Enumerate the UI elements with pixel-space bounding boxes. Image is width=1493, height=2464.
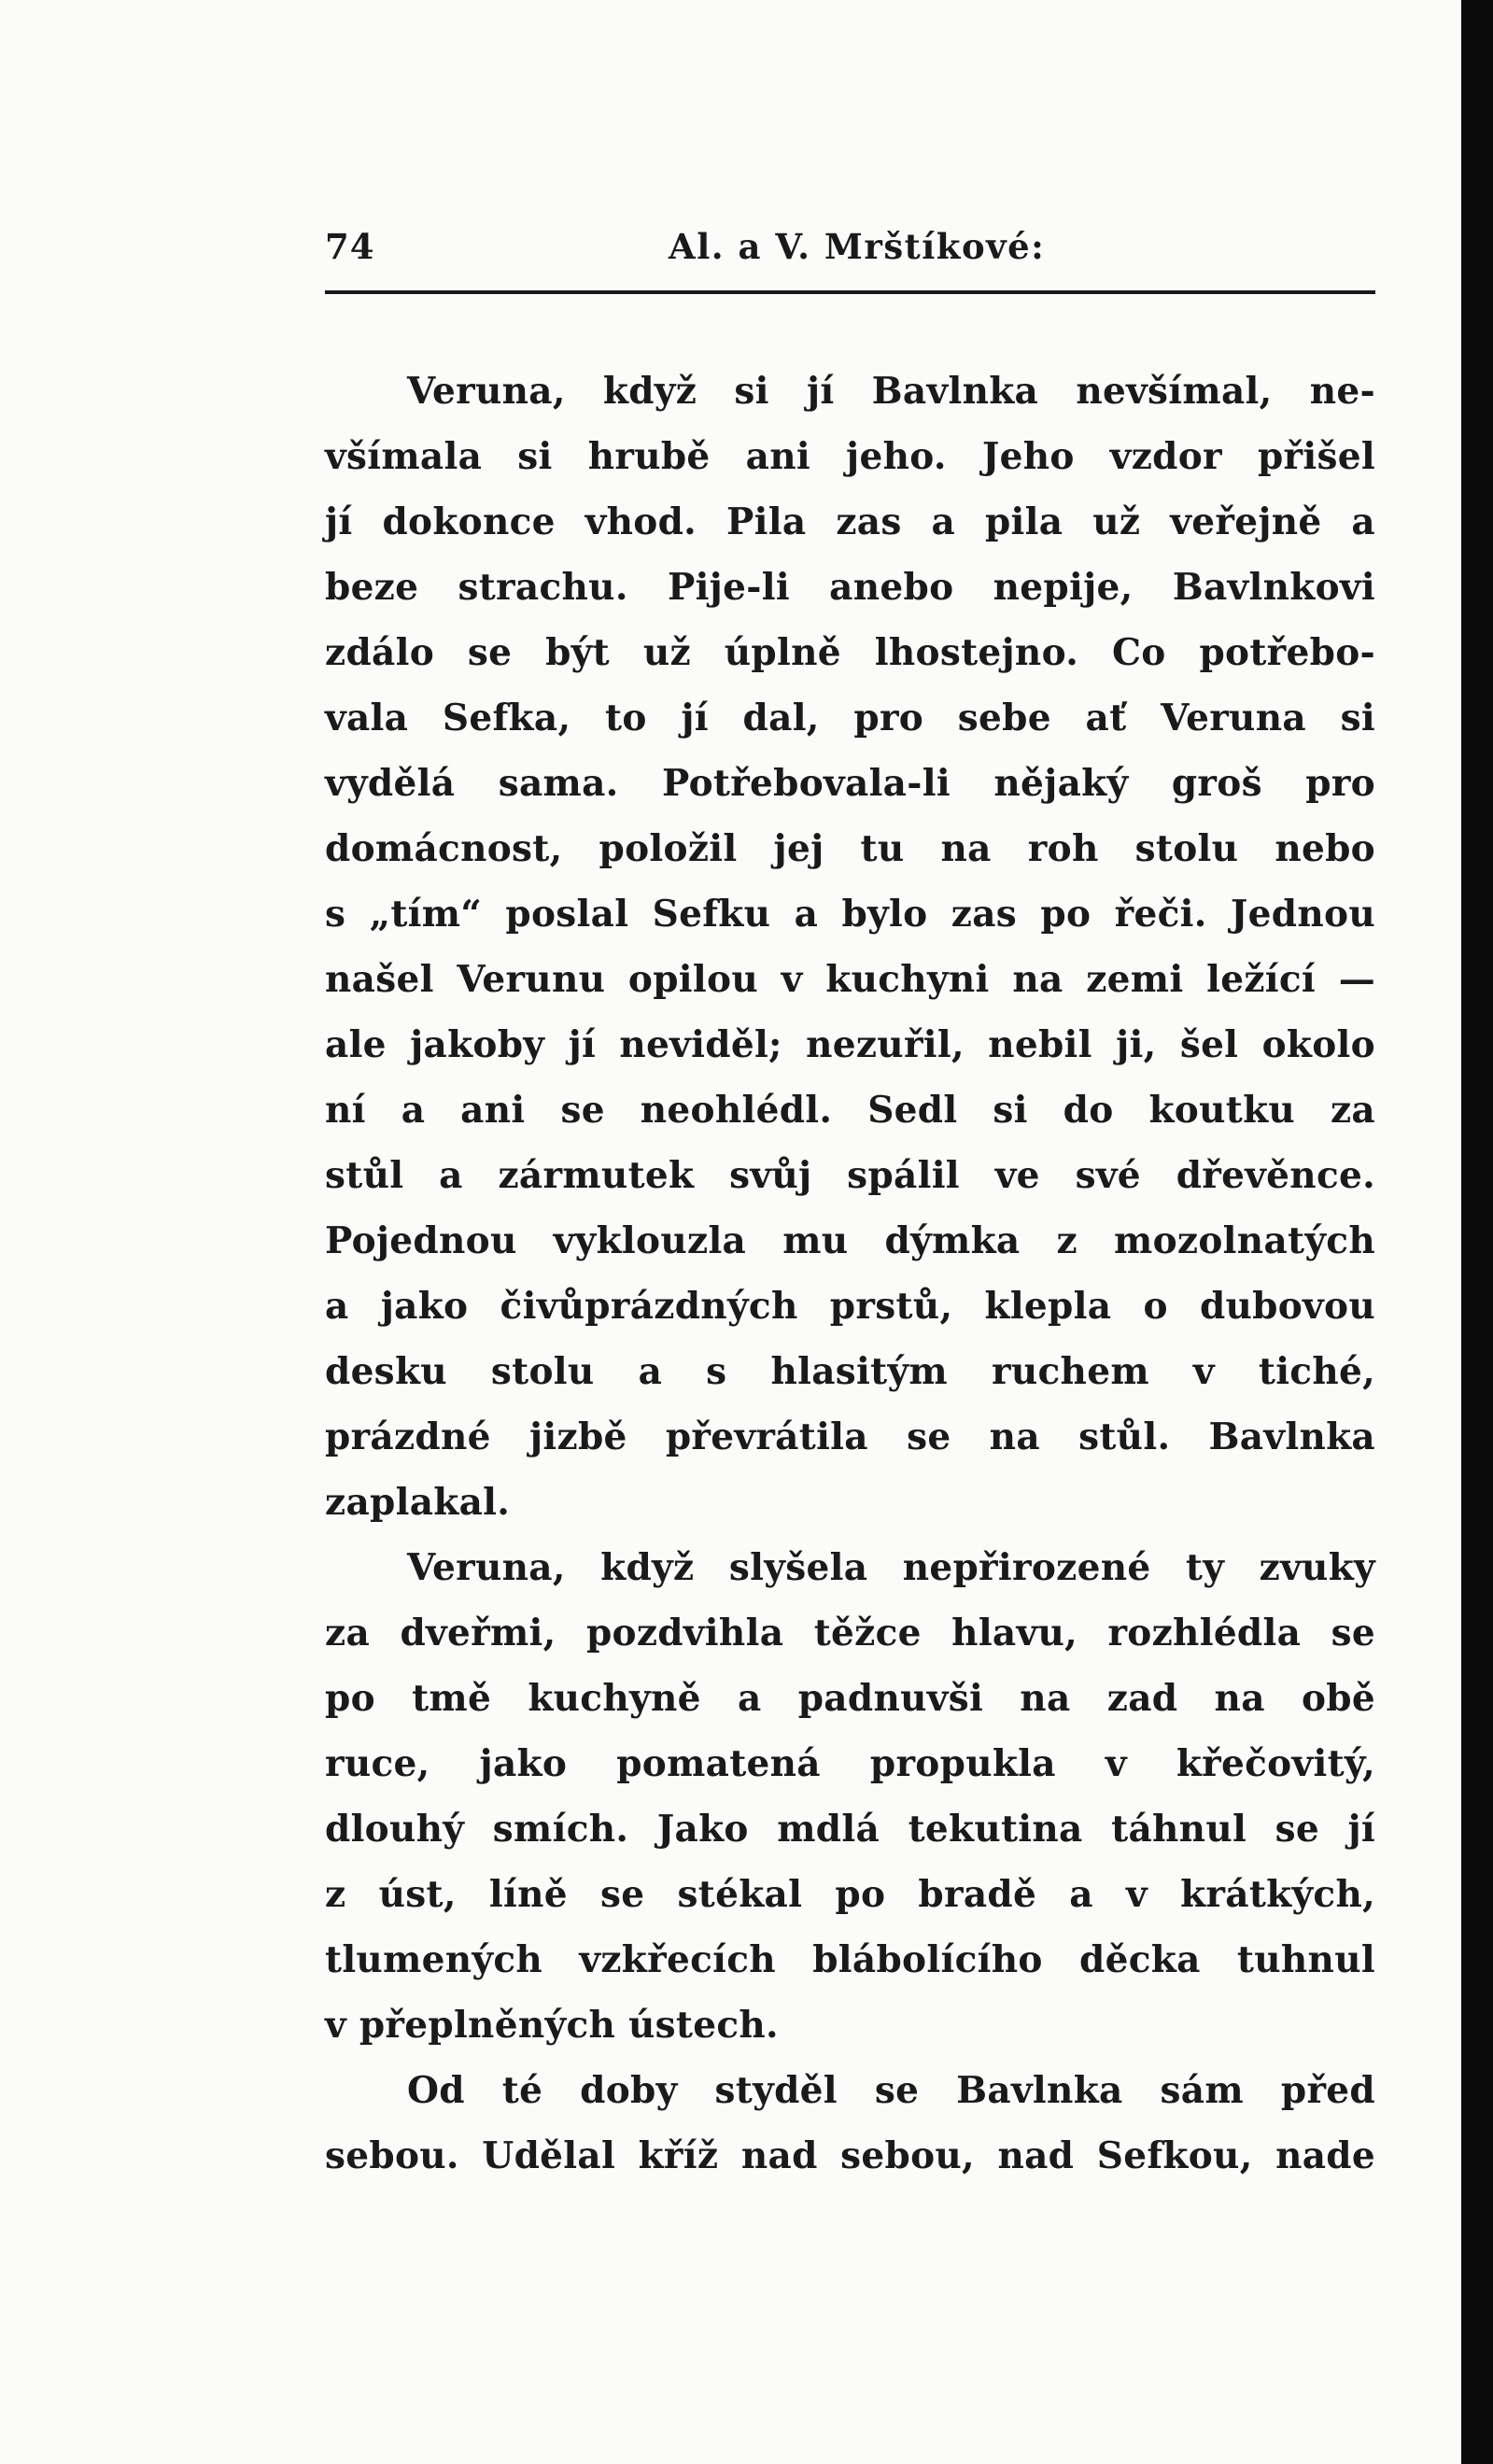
text-line: všímala si hrubě ani jeho. Jeho vzdor přišel bbox=[325, 435, 1375, 478]
text-line: zdálo se být už úplně lhostejno. Co potřebo- bbox=[325, 631, 1375, 674]
text-line: ní a ani se neohlédl. Sedl si do koutku za bbox=[325, 1089, 1375, 1132]
running-title: Al. a V. Mrštíkové: bbox=[669, 226, 1046, 267]
text-line: Pojednou vyklouzla mu dýmka z mozolnatých bbox=[325, 1219, 1375, 1262]
text-line: s „tím“ poslal Sefku a bylo zas po řeči. Jednou bbox=[325, 893, 1375, 936]
text-line: našel Verunu opilou v kuchyni na zemi ležící — bbox=[325, 958, 1375, 1001]
text-line: stůl a zármutek svůj spálil ve své dřevěnce. bbox=[325, 1154, 1375, 1197]
text-line: domácnost, položil jej tu na roh stolu nebo bbox=[325, 827, 1375, 870]
text-line: zaplakal. bbox=[325, 1481, 511, 1524]
text-line: Veruna, když slyšela nepřirozené ty zvuky bbox=[407, 1546, 1375, 1589]
text-line: vala Sefka, to jí dal, pro sebe ať Veruna si bbox=[325, 697, 1375, 739]
header-rule bbox=[325, 290, 1375, 294]
text-line: desku stolu a s hlasitým ruchem v tiché, bbox=[325, 1350, 1375, 1393]
text-line: ruce, jako pomatená propukla v křečovitý, bbox=[325, 1742, 1375, 1785]
page-number: 74 bbox=[325, 226, 375, 267]
text-line: za dveřmi, pozdvihla těžce hlavu, rozhlédla se bbox=[325, 1612, 1375, 1654]
text-line: v přeplněných ústech. bbox=[325, 2004, 779, 2047]
text-line: Veruna, když si jí Bavlnka nevšímal, ne- bbox=[407, 370, 1375, 413]
text-line: prázdné jizbě převrátila se na stůl. Bavlnka bbox=[325, 1415, 1375, 1458]
text-line: ale jakoby jí neviděl; nezuřil, nebil ji, šel okolo bbox=[325, 1023, 1375, 1066]
text-line: a jako čivůprázdných prstů, klepla o dubovou bbox=[325, 1285, 1375, 1328]
text-line: vydělá sama. Potřebovala-li nějaký groš pro bbox=[325, 762, 1375, 805]
text-line: tlumených vzkřecích blábolícího děcka tuhnul bbox=[325, 1938, 1375, 1981]
text-line: jí dokonce vhod. Pila zas a pila už veřejně a bbox=[325, 500, 1375, 543]
text-line: sebou. Udělal kříž nad sebou, nad Sefkou, nade bbox=[325, 2134, 1375, 2177]
page-header bbox=[325, 226, 1375, 282]
text-line: beze strachu. Pije-li anebo nepije, Bavlnkovi bbox=[325, 566, 1375, 609]
text-line: dlouhý smích. Jako mdlá tekutina táhnul se jí bbox=[325, 1808, 1375, 1851]
text-line: z úst, líně se stékal po bradě a v krátkých, bbox=[325, 1873, 1375, 1916]
scan-edge bbox=[1461, 0, 1493, 2464]
text-body bbox=[325, 359, 1375, 2189]
text-line: po tmě kuchyně a padnuvši na zad na obě bbox=[325, 1677, 1375, 1720]
text-line: Od té doby styděl se Bavlnka sám před bbox=[407, 2069, 1375, 2112]
